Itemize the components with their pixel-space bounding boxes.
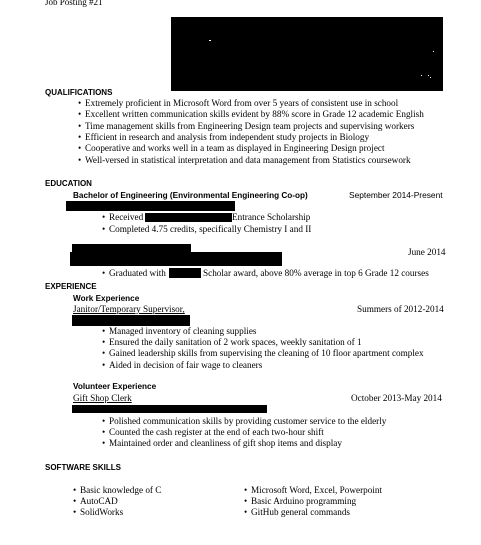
degree-dates: September 2014-Present — [349, 190, 443, 200]
software-list-right — [244, 485, 444, 521]
section-heading-education: EDUCATION — [45, 179, 92, 188]
list-item: • Counted the cash register at the end of each two-hour shift — [102, 427, 324, 437]
job1-duties — [102, 326, 462, 372]
list-item: • AutoCAD — [73, 496, 118, 506]
section-heading-experience: EXPERIENCE — [45, 282, 97, 291]
volunteer-experience-heading: Volunteer Experience — [73, 382, 157, 391]
job2-dates: October 2013-May 2014 — [351, 393, 442, 403]
software-list-left — [73, 485, 233, 521]
job1-title: Janitor/Temporary Supervisor, — [73, 304, 185, 314]
list-item: • GitHub general commands — [244, 507, 350, 517]
list-item: • Polished communication skills by providing customer service to the elderly — [102, 416, 387, 426]
job1-dates: Summers of 2012-2014 — [357, 304, 444, 314]
list-item: • Efficient in research and analysis from independent study projects in Biology — [78, 132, 370, 142]
redacted-scholarship-name — [145, 213, 232, 222]
list-item: • Time management skills from Engineering Design team projects and supervising workers — [78, 121, 415, 131]
work-experience-heading: Work Experience — [73, 294, 140, 303]
redacted-header-block — [171, 17, 443, 91]
redacted-award-name — [169, 268, 201, 278]
list-item: • Excellent written communication skills evident by 88% score in Grade 12 academic English — [78, 109, 424, 119]
list-item: • Maintained order and cleanliness of gift shop items and display — [102, 438, 342, 448]
redacted-volunteer-org — [72, 405, 267, 413]
list-item: • Basic knowledge of C — [73, 485, 162, 495]
redacted-employer — [72, 315, 190, 326]
list-item: • Ensured the daily sanitation of 2 work spaces, weekly sanitation of 1 — [102, 337, 362, 347]
list-item: • Basic Arduino programming — [244, 496, 357, 506]
qualifications-list — [78, 98, 478, 168]
redacted-highschool-top — [72, 244, 191, 252]
list-item: • Managed inventory of cleaning supplies — [102, 326, 257, 336]
highschool-item-award: • Graduated with — [102, 268, 166, 278]
list-item: • Cooperative and works well in a team as displayed in Engineering Design project — [78, 143, 385, 153]
section-heading-software: SOFTWARE SKILLS — [45, 463, 121, 472]
highschool-dates: June 2014 — [408, 247, 446, 257]
redacted-school-name — [66, 201, 235, 211]
list-item: • Well-versed in statistical interpretation and data management from Statistics coursework — [78, 155, 411, 165]
scholarship-suffix: Entrance Scholarship — [232, 212, 311, 222]
degree-item-scholarship: • Received — [102, 212, 144, 222]
list-item: • SolidWorks — [73, 507, 124, 517]
job2-title: Gift Shop Clerk — [73, 393, 132, 403]
job2-duties — [102, 416, 462, 452]
list-item: • Gained leadership skills from supervising the cleaning of 10 floor apartment complex — [102, 348, 424, 358]
page-title: Job Posting #21 — [45, 0, 103, 7]
list-item: • Aided in decision of fair wage to cleaners — [102, 360, 263, 370]
list-item: • Extremely proficient in Microsoft Word from over 5 years of consistent use in school — [78, 98, 399, 108]
award-suffix: Scholar award, above 80% average in top 6 Grade 12 courses — [203, 268, 429, 278]
list-item: • Completed 4.75 credits, specifically Chemistry I and II — [102, 224, 312, 234]
degree-title: Bachelor of Engineering (Environmental Engineering Co-op) — [73, 191, 308, 200]
section-heading-qualifications: QUALIFICATIONS — [45, 88, 113, 97]
redacted-highschool-name — [70, 252, 282, 266]
list-item: • Microsoft Word, Excel, Powerpoint — [244, 485, 383, 495]
